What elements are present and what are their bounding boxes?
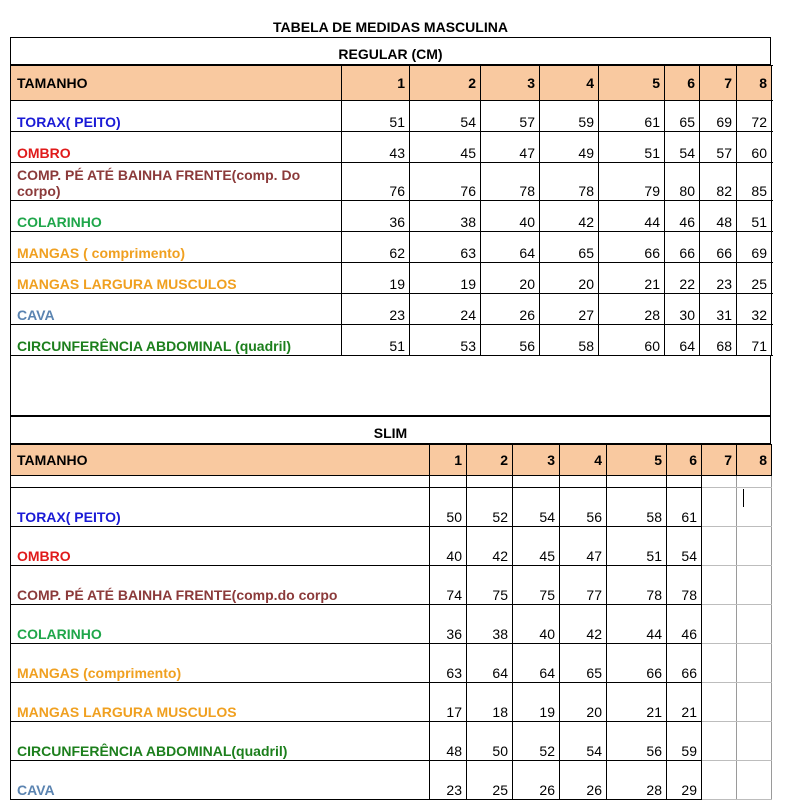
regular-cell-size-1: 36 — [342, 201, 410, 232]
slim-cell-size-2: 38 — [467, 605, 513, 644]
slim-cell-size-5: 78 — [607, 566, 667, 605]
slim-empty-cell — [737, 566, 772, 605]
slim-row — [11, 527, 772, 566]
slim-cell-size-4: 47 — [560, 527, 607, 566]
regular-cell-size-2: 53 — [410, 325, 481, 356]
slim-cell-size-2: 25 — [467, 761, 513, 800]
slim-cell-size-6: 21 — [667, 683, 702, 722]
slim-cell-size-6: 29 — [667, 761, 702, 800]
slim-section-title: SLIM — [10, 416, 771, 444]
regular-cell-size-1: 51 — [342, 101, 410, 132]
regular-cell-size-3: 20 — [481, 263, 540, 294]
regular-cell-size-7: 66 — [700, 232, 737, 263]
regular-cell-size-4: 59 — [540, 101, 599, 132]
slim-header-row — [11, 445, 772, 476]
regular-cell-size-7: 82 — [700, 163, 737, 201]
slim-cell-size-5: 66 — [607, 644, 667, 683]
regular-row-label: COLARINHO — [11, 201, 342, 232]
slim-row — [11, 566, 772, 605]
slim-size-5: 5 — [607, 445, 667, 476]
regular-cell-size-5: 28 — [599, 294, 665, 325]
slim-row — [11, 683, 772, 722]
regular-size-7: 7 — [700, 66, 737, 101]
slim-empty-cell — [737, 527, 772, 566]
slim-row — [11, 761, 772, 800]
slim-cell-size-4: 54 — [560, 722, 607, 761]
slim-size-3: 3 — [513, 445, 560, 476]
regular-cell-size-3: 47 — [481, 132, 540, 163]
slim-cell-size-6: 66 — [667, 644, 702, 683]
regular-row-label: COMP. PÉ ATÉ BAINHA FRENTE(comp. Do corpo) — [11, 163, 342, 201]
regular-cell-size-6: 46 — [665, 201, 700, 232]
regular-cell-size-7: 69 — [700, 101, 737, 132]
slim-empty-cell — [737, 683, 772, 722]
regular-cell-size-2: 38 — [410, 201, 481, 232]
regular-cell-size-2: 54 — [410, 101, 481, 132]
sheet-title: TABELA DE MEDIDAS MASCULINA — [273, 19, 508, 35]
slim-cell-size-6: 78 — [667, 566, 702, 605]
slim-row — [11, 722, 772, 761]
slim-cell-size-2: 18 — [467, 683, 513, 722]
slim-cell-size-3: 54 — [513, 488, 560, 527]
regular-row-label: MANGAS ( comprimento) — [11, 232, 342, 263]
regular-cell-size-5: 66 — [599, 232, 665, 263]
slim-cell-size-3: 40 — [513, 605, 560, 644]
regular-cell-size-8: 71 — [737, 325, 772, 356]
slim-empty-cell — [737, 644, 772, 683]
slim-cell-size-1: 48 — [430, 722, 467, 761]
slim-empty-cell — [702, 644, 737, 683]
slim-cell-size-4: 42 — [560, 605, 607, 644]
slim-empty-cell — [702, 605, 737, 644]
slim-gap-row — [11, 476, 772, 488]
slim-empty-cell — [702, 566, 737, 605]
slim-cell-size-4: 56 — [560, 488, 607, 527]
regular-cell-size-3: 57 — [481, 101, 540, 132]
regular-size-4: 4 — [540, 66, 599, 101]
slim-row-label: TORAX( PEITO) — [11, 488, 430, 527]
regular-cell-size-5: 79 — [599, 163, 665, 201]
slim-cell-size-4: 77 — [560, 566, 607, 605]
regular-row — [11, 201, 772, 232]
slim-cell-size-4: 65 — [560, 644, 607, 683]
regular-cell-size-3: 78 — [481, 163, 540, 201]
slim-size-6: 6 — [667, 445, 702, 476]
slim-empty-cell — [737, 722, 772, 761]
slim-cell-size-2: 42 — [467, 527, 513, 566]
regular-cell-size-5: 44 — [599, 201, 665, 232]
regular-cell-size-6: 80 — [665, 163, 700, 201]
regular-size-table — [10, 65, 772, 356]
slim-size-8: 8 — [737, 445, 772, 476]
regular-cell-size-5: 21 — [599, 263, 665, 294]
regular-cell-size-6: 65 — [665, 101, 700, 132]
slim-empty-cell — [737, 605, 772, 644]
slim-cell-size-1: 74 — [430, 566, 467, 605]
regular-cell-size-3: 40 — [481, 201, 540, 232]
slim-empty-cell — [702, 527, 737, 566]
regular-cell-size-3: 26 — [481, 294, 540, 325]
regular-cell-size-7: 68 — [700, 325, 737, 356]
slim-cell-size-4: 26 — [560, 761, 607, 800]
slim-cell-size-2: 52 — [467, 488, 513, 527]
slim-cell-size-5: 21 — [607, 683, 667, 722]
slim-empty-cell — [702, 488, 737, 527]
regular-cell-size-4: 78 — [540, 163, 599, 201]
regular-cell-size-2: 19 — [410, 263, 481, 294]
regular-cell-size-1: 23 — [342, 294, 410, 325]
slim-cell-size-6: 61 — [667, 488, 702, 527]
regular-cell-size-8: 72 — [737, 101, 772, 132]
slim-cell-size-1: 17 — [430, 683, 467, 722]
regular-section-title: REGULAR (CM) — [10, 37, 771, 65]
slim-cell-size-2: 50 — [467, 722, 513, 761]
regular-cell-size-4: 20 — [540, 263, 599, 294]
regular-row — [11, 263, 772, 294]
text-cursor — [743, 489, 744, 507]
regular-row — [11, 232, 772, 263]
regular-cell-size-7: 23 — [700, 263, 737, 294]
regular-cell-size-4: 27 — [540, 294, 599, 325]
slim-cell-size-3: 52 — [513, 722, 560, 761]
regular-size-3: 3 — [481, 66, 540, 101]
regular-cell-size-7: 48 — [700, 201, 737, 232]
slim-cell-size-1: 40 — [430, 527, 467, 566]
regular-cell-size-6: 22 — [665, 263, 700, 294]
regular-cell-size-3: 64 — [481, 232, 540, 263]
regular-header-row — [11, 66, 772, 101]
regular-cell-size-5: 51 — [599, 132, 665, 163]
regular-cell-size-1: 76 — [342, 163, 410, 201]
regular-row — [11, 294, 772, 325]
regular-cell-size-1: 19 — [342, 263, 410, 294]
slim-empty-cell — [702, 683, 737, 722]
regular-cell-size-1: 51 — [342, 325, 410, 356]
slim-cell-size-5: 51 — [607, 527, 667, 566]
regular-cell-size-5: 61 — [599, 101, 665, 132]
slim-cell-size-5: 44 — [607, 605, 667, 644]
slim-row-label: COLARINHO — [11, 605, 430, 644]
regular-cell-size-6: 30 — [665, 294, 700, 325]
slim-size-4: 4 — [560, 445, 607, 476]
measurement-sheet — [10, 8, 771, 800]
regular-size-5: 5 — [599, 66, 665, 101]
regular-size-2: 2 — [410, 66, 481, 101]
regular-cell-size-8: 25 — [737, 263, 772, 294]
regular-cell-size-5: 60 — [599, 325, 665, 356]
slim-cell-size-5: 56 — [607, 722, 667, 761]
slim-cell-size-3: 19 — [513, 683, 560, 722]
slim-row-label: CIRCUNFERÊNCIA ABDOMINAL(quadril) — [11, 722, 430, 761]
slim-row-label: MANGAS (comprimento) — [11, 644, 430, 683]
regular-cell-size-4: 65 — [540, 232, 599, 263]
regular-cell-size-8: 60 — [737, 132, 772, 163]
slim-cell-size-1: 50 — [430, 488, 467, 527]
slim-cell-size-5: 58 — [607, 488, 667, 527]
slim-empty-cell — [737, 761, 772, 800]
regular-header-label: TAMANHO — [11, 66, 342, 101]
regular-row-label: CIRCUNFERÊNCIA ABDOMINAL (quadril) — [11, 325, 342, 356]
slim-cell-size-6: 46 — [667, 605, 702, 644]
slim-cell-size-3: 75 — [513, 566, 560, 605]
slim-header-label: TAMANHO — [11, 445, 430, 476]
regular-cell-size-3: 56 — [481, 325, 540, 356]
regular-row-label: CAVA — [11, 294, 342, 325]
regular-cell-size-6: 54 — [665, 132, 700, 163]
regular-cell-size-8: 69 — [737, 232, 772, 263]
slim-cell-size-3: 64 — [513, 644, 560, 683]
slim-row — [11, 488, 772, 527]
slim-empty-cell — [702, 761, 737, 800]
regular-cell-size-7: 31 — [700, 294, 737, 325]
slim-empty-cell — [737, 488, 772, 527]
slim-cell-size-2: 75 — [467, 566, 513, 605]
slim-cell-size-3: 26 — [513, 761, 560, 800]
regular-row-label: TORAX( PEITO) — [11, 101, 342, 132]
regular-cell-size-7: 57 — [700, 132, 737, 163]
regular-row — [11, 163, 772, 201]
regular-size-1: 1 — [342, 66, 410, 101]
regular-cell-size-2: 76 — [410, 163, 481, 201]
regular-row — [11, 101, 772, 132]
slim-cell-size-4: 20 — [560, 683, 607, 722]
slim-empty-cell — [702, 722, 737, 761]
slim-cell-size-2: 64 — [467, 644, 513, 683]
slim-row-label: OMBRO — [11, 527, 430, 566]
slim-row — [11, 644, 772, 683]
regular-row-label: OMBRO — [11, 132, 342, 163]
slim-cell-size-1: 63 — [430, 644, 467, 683]
regular-cell-size-6: 64 — [665, 325, 700, 356]
slim-cell-size-6: 59 — [667, 722, 702, 761]
regular-cell-size-2: 24 — [410, 294, 481, 325]
regular-row-label: MANGAS LARGURA MUSCULOS — [11, 263, 342, 294]
regular-cell-size-4: 42 — [540, 201, 599, 232]
regular-cell-size-1: 43 — [342, 132, 410, 163]
regular-cell-size-8: 51 — [737, 201, 772, 232]
slim-size-table — [10, 444, 772, 800]
regular-cell-size-2: 63 — [410, 232, 481, 263]
slim-row — [11, 605, 772, 644]
regular-cell-size-8: 85 — [737, 163, 772, 201]
slim-cell-size-5: 28 — [607, 761, 667, 800]
slim-cell-size-6: 54 — [667, 527, 702, 566]
slim-cell-size-3: 45 — [513, 527, 560, 566]
slim-size-1: 1 — [430, 445, 467, 476]
regular-size-6: 6 — [665, 66, 700, 101]
regular-cell-size-1: 62 — [342, 232, 410, 263]
regular-cell-size-2: 45 — [410, 132, 481, 163]
regular-cell-size-8: 32 — [737, 294, 772, 325]
slim-row-label: MANGAS LARGURA MUSCULOS — [11, 683, 430, 722]
slim-size-2: 2 — [467, 445, 513, 476]
blank-spacer — [10, 356, 771, 416]
slim-row-label: CAVA — [11, 761, 430, 800]
slim-size-7: 7 — [702, 445, 737, 476]
regular-row — [11, 325, 772, 356]
slim-cell-size-1: 23 — [430, 761, 467, 800]
regular-cell-size-4: 49 — [540, 132, 599, 163]
regular-cell-size-4: 58 — [540, 325, 599, 356]
regular-size-8: 8 — [737, 66, 772, 101]
regular-cell-size-6: 66 — [665, 232, 700, 263]
regular-row — [11, 132, 772, 163]
slim-row-label: COMP. PÉ ATÉ BAINHA FRENTE(comp.do corpo — [11, 566, 430, 605]
slim-cell-size-1: 36 — [430, 605, 467, 644]
